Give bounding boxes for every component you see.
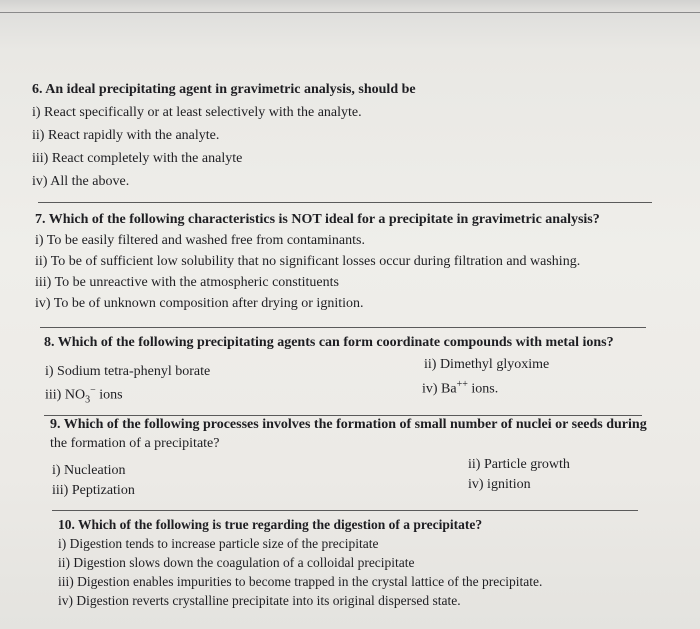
question-9 [50, 415, 647, 454]
question-9-title: 9. Which of the following processes involves the formation of small number of nuclei or seeds during [50, 417, 647, 432]
question-10-option-3: iii) Digestion enables impurities to become trapped in the crystal lattice of the precipitate. [58, 574, 543, 589]
separator-7-8 [40, 327, 646, 328]
question-7-option-3: iii) To be unreactive with the atmospheric constituents [35, 275, 339, 290]
question-6-title: 6. An ideal precipitating agent in gravimetric analysis, should be [32, 82, 416, 97]
question-9-option-2: ii) Particle growth [468, 457, 570, 472]
question-7-option-1: i) To be easily filtered and washed free from contaminants. [35, 233, 365, 248]
separator-6-7 [38, 202, 652, 203]
question-7-option-4: iv) To be of unknown composition after drying or ignition. [35, 296, 364, 311]
question-6-option-2: ii) React rapidly with the analyte. [32, 128, 220, 143]
question-7 [35, 210, 600, 314]
question-9-title-cont: the formation of a precipitate? [50, 436, 220, 451]
question-8-title: 8. Which of the following precipitating agents can form coordinate compounds with metal ions? [44, 335, 614, 350]
question-7-option-2: ii) To be of sufficient low solubility that no significant losses occur during filtration and washing. [35, 254, 581, 269]
question-6 [32, 80, 416, 192]
question-8-option-1: i) Sodium tetra-phenyl borate [45, 364, 211, 379]
question-7-title: 7. Which of the following characteristics is NOT ideal for a precipitate in gravimetric analysis? [35, 212, 600, 227]
page-edge-shadow [0, 0, 700, 12]
question-6-option-3: iii) React completely with the analyte [32, 151, 243, 166]
question-8 [44, 333, 614, 353]
question-8-option-2: ii) Dimethyl glyoxime [424, 357, 550, 372]
separator-9-10 [52, 510, 638, 511]
page-top-rule [0, 12, 700, 13]
question-10-option-2: ii) Digestion slows down the coagulation of a colloidal precipitate [58, 555, 415, 570]
question-9-option-3: iii) Peptization [52, 483, 135, 498]
question-8-option-4: iv) Ba++ ions. [422, 379, 499, 397]
question-6-option-4: iv) All the above. [32, 174, 130, 189]
question-10 [58, 515, 542, 610]
question-6-option-1: i) React specifically or at least selectively with the analyte. [32, 105, 362, 120]
question-10-title: 10. Which of the following is true regarding the digestion of a precipitate? [58, 517, 483, 532]
question-10-option-1: i) Digestion tends to increase particle size of the precipitate [58, 536, 379, 551]
question-9-option-4: iv) ignition [468, 477, 531, 492]
question-8-option-3: iii) $NO_3^-$ ions [45, 385, 123, 406]
question-9-option-1: i) Nucleation [52, 463, 126, 478]
question-10-option-4: iv) Digestion reverts crystalline precipitate into its original dispersed state. [58, 593, 461, 608]
